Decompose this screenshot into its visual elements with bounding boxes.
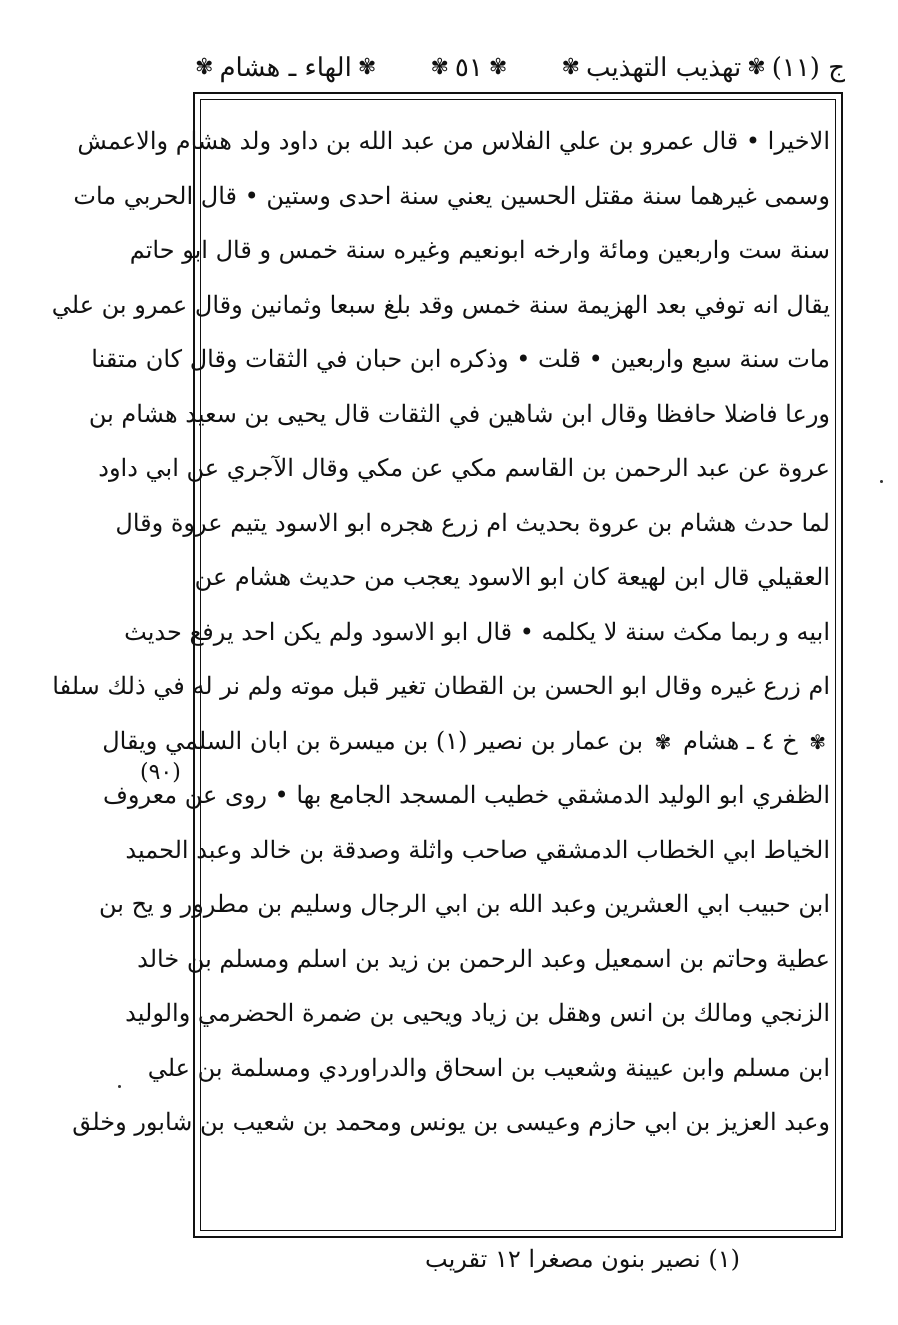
text-line: ابن حبيب ابي العشرين وعبد الله بن ابي الرجال وسليم بن مطرور و يح بن — [99, 890, 830, 918]
section-title: الهاء ـ هشام — [219, 53, 352, 83]
flower-ornament-icon: ✾ — [195, 55, 214, 80]
flower-ornament-icon: ✾ — [430, 55, 449, 80]
page-header — [195, 46, 845, 90]
text-line: ابن مسلم وابن عيينة وشعيب بن اسحاق والدراوردي ومسلمة بن علي — [147, 1053, 830, 1082]
text-line: مات سنة سبع واربعين • قلت • وذكره ابن حبان في الثقات وقال كان متقنا — [91, 345, 830, 373]
flower-ornament-icon: ✾ — [357, 55, 377, 80]
text-line: الاخيرا • قال عمرو بن علي الفلاس من عبد الله بن داود ولد هشام والاعمش — [77, 127, 830, 155]
text-line: الظفري ابو الوليد الدمشقي خطيب المسجد الجامع بها • روى عن معروف — [102, 781, 830, 809]
flower-ornament-icon: ✾ — [654, 729, 672, 754]
print-speck — [118, 1085, 121, 1088]
text-line: وسمى غيرهما سنة مقتل الحسين يعني سنة احدى وستين • قال الحربي مات — [73, 181, 830, 210]
text-line: بن عمار بن نصير (١) بن ميسرة بن ابان السلمي ويقال — [102, 726, 643, 755]
text-line: ابيه و ربما مكث سنة لا يكلمه • قال ابو الاسود ولم يكن احد يرفع حديث — [124, 617, 830, 646]
volume-label — [562, 53, 845, 83]
page-number-group — [430, 53, 507, 83]
book-title: تهذيب التهذيب — [585, 53, 742, 83]
flower-ornament-icon: ✾ — [747, 55, 766, 80]
text-line: الزنجي ومالك بن انس وهقل بن زياد ويحيى بن ضمرة الحضرمي والوليد — [125, 999, 830, 1027]
volume-number: ج (١١) — [771, 53, 845, 83]
text-line: لما حدث هشام بن عروة بحديث ام زرع هجره ابو الاسود يتيم عروة وقال — [115, 508, 830, 537]
text-line: العقيلي قال ابن لهيعة كان ابو الاسود يعجب من حديث هشام عن — [194, 563, 830, 591]
print-speck — [880, 480, 883, 483]
flower-ornament-icon: ✾ — [809, 729, 826, 754]
entry-code: خ ٤ ـ هشام — [683, 726, 798, 755]
text-line: وعبد العزيز بن ابي حازم وعيسى بن يونس ومحمد بن شعيب بن شابور وخلق — [72, 1108, 830, 1136]
flower-ornament-icon: ✾ — [561, 55, 580, 80]
text-line: ام زرع غيره وقال ابو الحسن بن القطان تغير قبل موته ولم نر له في ذلك سلفا — [52, 672, 830, 700]
page-number: ٥١ — [454, 53, 483, 83]
entry-start-line — [102, 714, 830, 769]
margin-entry-number: (٩٠) — [140, 760, 181, 785]
text-line: يقال انه توفي بعد الهزيمة سنة خمس وقد بلغ سبعا وثمانين وقال عمرو بن علي — [51, 290, 830, 319]
text-line: عطية وحاتم بن اسمعيل وعبد الرحمن بن زيد بن اسلم ومسلم بن خالد — [137, 944, 830, 973]
text-line: ورعا فاضلا حافظا وقال ابن شاهين في الثقات قال يحيى بن سعيد هشام بن — [88, 399, 830, 428]
text-line: الخياط ابي الخطاب الدمشقي صاحب واثلة وصدقة بن خالد وعبد الحميد — [125, 835, 830, 864]
text-line: سنة ست واربعين ومائة وارخه ابونعيم وغيره سنة خمس و قال ابو حاتم — [129, 236, 830, 264]
text-line: عروة عن عبد الرحمن بن القاسم مكي عن مكي وقال الآجري عن ابي داود — [98, 454, 830, 482]
footnote: (١) نصير بنون مصغرا ١٢ تقريب — [425, 1245, 740, 1273]
section-label — [195, 53, 376, 83]
flower-ornament-icon: ✾ — [488, 55, 508, 80]
